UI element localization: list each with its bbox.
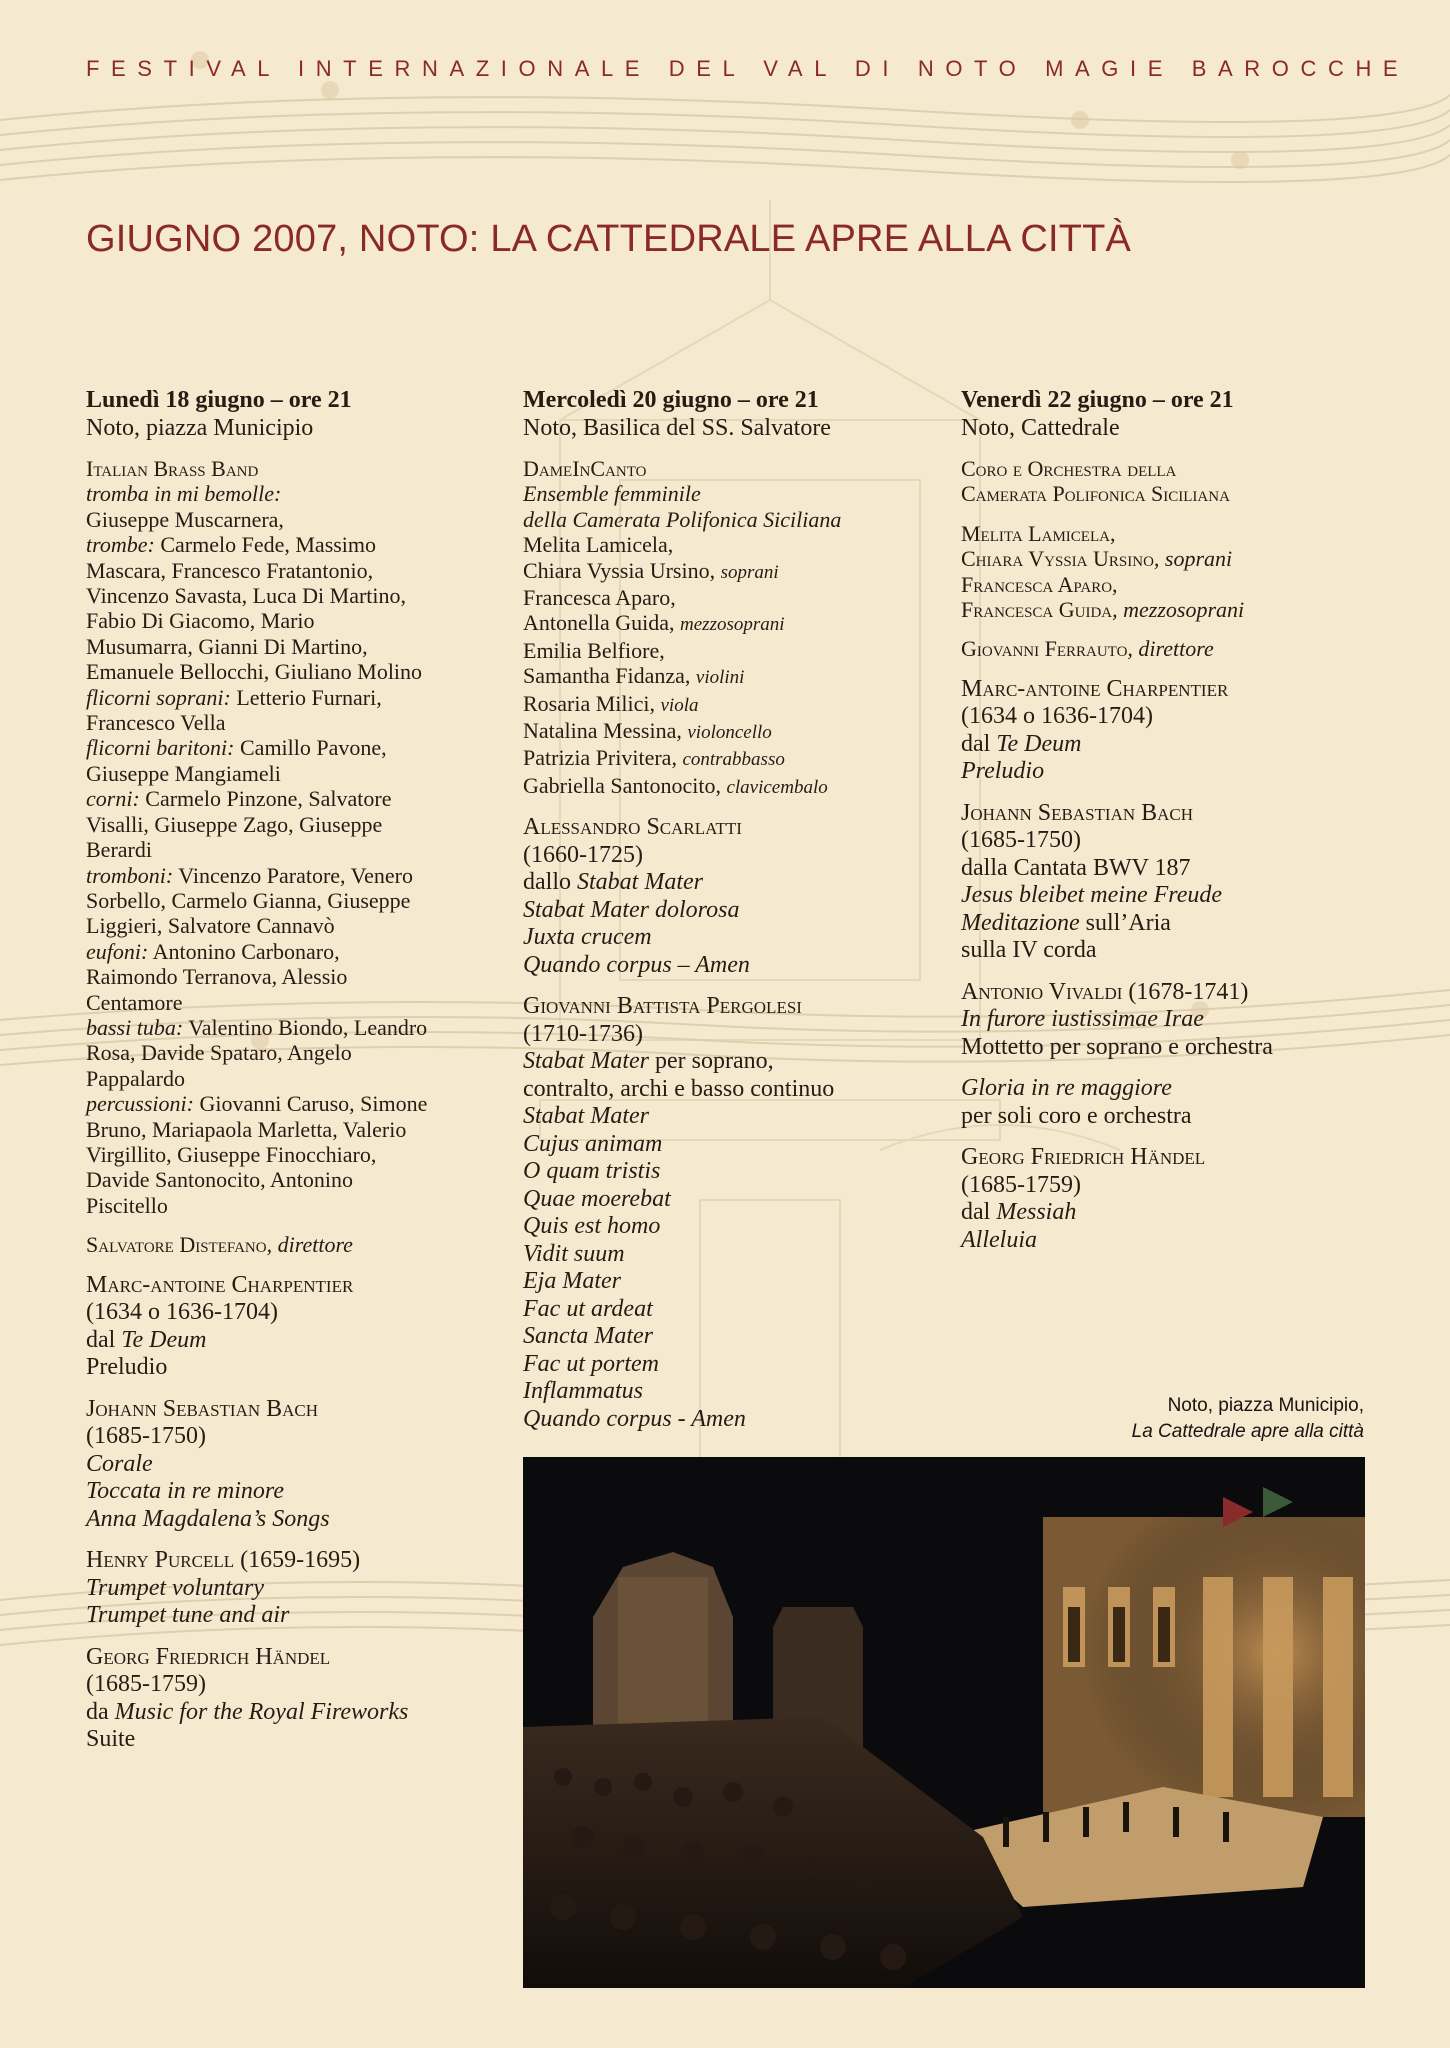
performer-names: Mascara, Francesco Fratantonio, bbox=[86, 557, 374, 583]
composer-name: Henry Purcell bbox=[86, 1547, 235, 1574]
work-text: Mottetto per soprano e orchestra bbox=[961, 1033, 1273, 1060]
roster-line bbox=[523, 610, 933, 637]
event-column-2 bbox=[523, 386, 933, 1433]
performer-names: Letterio Furnari, bbox=[230, 684, 382, 710]
work-line bbox=[523, 1268, 933, 1296]
composer-block bbox=[961, 1144, 1371, 1254]
work-line bbox=[961, 827, 1371, 855]
work-text: Trumpet tune and air bbox=[86, 1602, 290, 1629]
performer-names: Giuseppe Mangiameli bbox=[86, 760, 281, 786]
roster-line bbox=[86, 481, 496, 506]
work-line bbox=[523, 1103, 933, 1131]
roster-line bbox=[86, 685, 496, 710]
work-text: Toccata in re minore bbox=[86, 1478, 284, 1505]
performer-names: Carmelo Pinzone, Salvatore bbox=[139, 786, 392, 812]
work-line bbox=[961, 937, 1371, 965]
roster-line bbox=[86, 1167, 496, 1192]
work-text: da bbox=[86, 1698, 115, 1725]
composer-name: Marc-antoine Charpentier bbox=[86, 1271, 354, 1298]
work-text: Gloria in re maggiore bbox=[961, 1075, 1172, 1102]
work-text: Quis est homo bbox=[523, 1213, 661, 1240]
work-line bbox=[86, 1327, 496, 1355]
work-text: Stabat Mater bbox=[523, 1048, 649, 1075]
instrument-role: tromba in mi bemolle: bbox=[86, 481, 282, 507]
composer-name: Georg Friedrich Händel bbox=[86, 1643, 331, 1670]
singer-line bbox=[961, 572, 1371, 597]
roster-line bbox=[86, 1142, 496, 1167]
roster-line bbox=[86, 761, 496, 786]
work-line bbox=[523, 842, 933, 870]
performer-names: Emanuele Bellocchi, Giuliano Molino bbox=[86, 659, 423, 685]
work-text: (1685-1750) bbox=[961, 827, 1081, 854]
roster-line bbox=[523, 718, 933, 745]
event-day: Venerdì 22 giugno – ore 21 bbox=[961, 387, 1234, 413]
roster-line bbox=[86, 1040, 496, 1065]
work-text: Quando corpus – Amen bbox=[523, 951, 750, 978]
composer-heading bbox=[961, 1144, 1371, 1172]
work-text: dal bbox=[86, 1326, 122, 1353]
composer-name: Marc-antoine Charpentier bbox=[961, 675, 1229, 702]
work-text: dal bbox=[961, 730, 997, 757]
composer-heading bbox=[86, 1272, 496, 1300]
work-text: (1685-1759) bbox=[86, 1671, 206, 1698]
work-line bbox=[523, 1021, 933, 1049]
festival-header: FESTIVAL INTERNAZIONALE DEL VAL DI NOTO MAGIE BAROCCHE bbox=[86, 56, 1410, 81]
performer-names: Giuseppe Muscarnera, bbox=[86, 506, 284, 532]
ensemble-name: Italian Brass Band bbox=[86, 456, 259, 481]
work-line bbox=[523, 1296, 933, 1324]
composer-block bbox=[961, 979, 1371, 1062]
performer-roster bbox=[86, 481, 496, 1218]
work-line bbox=[86, 1575, 496, 1603]
instrument-role: contrabbasso bbox=[682, 749, 785, 771]
singer-name: Chiara Vyssia Ursino bbox=[961, 546, 1154, 572]
roster-line bbox=[86, 837, 496, 862]
work-text-tail: sull’Aria bbox=[1079, 909, 1171, 936]
performer-names: Piscitello bbox=[86, 1192, 168, 1218]
roster-line bbox=[86, 888, 496, 913]
roster-line bbox=[523, 532, 933, 557]
composer-block bbox=[86, 1396, 496, 1534]
instrument-role: clavicembalo bbox=[726, 776, 828, 798]
work-line bbox=[961, 758, 1371, 786]
work-line bbox=[86, 1478, 496, 1506]
work-line bbox=[523, 924, 933, 952]
roster-line bbox=[86, 507, 496, 532]
performer-names: Musumarra, Gianni Di Martino, bbox=[86, 633, 368, 659]
program-list bbox=[961, 676, 1371, 1255]
performer-roster bbox=[523, 532, 933, 800]
work-line bbox=[86, 1299, 496, 1327]
roster-line bbox=[523, 745, 933, 772]
conductor bbox=[86, 1232, 496, 1257]
performer-names: Sorbello, Carmelo Gianna, Giuseppe bbox=[86, 887, 411, 913]
work-title: Music for the Royal Fireworks bbox=[114, 1698, 409, 1725]
composer-name: Johann Sebastian Bach bbox=[86, 1395, 319, 1422]
performer-names: Antonino Carbonaro, bbox=[148, 938, 340, 964]
work-line bbox=[523, 1323, 933, 1351]
performer-names: Vincenzo Savasta, Luca Di Martino, bbox=[86, 583, 407, 609]
work-line bbox=[523, 1213, 933, 1241]
roster-line bbox=[86, 532, 496, 557]
singer-name: Francesca Aparo, bbox=[961, 571, 1118, 597]
composer-block bbox=[961, 1075, 1371, 1130]
roster-line bbox=[523, 638, 933, 663]
work-text: Quando corpus - Amen bbox=[523, 1405, 746, 1432]
instrument-role: mezzosoprani bbox=[680, 614, 785, 636]
event-column-3 bbox=[961, 386, 1371, 1254]
instrument-role: violoncello bbox=[687, 722, 772, 744]
singer-line bbox=[961, 597, 1371, 622]
work-line bbox=[961, 1227, 1371, 1255]
page-title: GIUGNO 2007, NOTO: LA CATTEDRALE APRE ALLA CITTÀ bbox=[86, 218, 1132, 260]
performer-names: Liggieri, Salvatore Cannavò bbox=[86, 913, 335, 939]
conductor-role: , direttore bbox=[266, 1232, 353, 1258]
work-text: (1634 o 1636-1704) bbox=[961, 703, 1153, 730]
instrument-role: violini bbox=[695, 667, 745, 689]
roster-line bbox=[523, 691, 933, 718]
performer-names: Rosa, Davide Spataro, Angelo bbox=[86, 1040, 352, 1066]
composer-name: Giovanni Battista Pergolesi bbox=[523, 993, 802, 1020]
roster-line bbox=[86, 1066, 496, 1091]
instrument-role: percussioni: bbox=[86, 1091, 194, 1117]
work-line bbox=[523, 1406, 933, 1434]
performer-names: Giovanni Caruso, Simone bbox=[193, 1091, 428, 1117]
instrument-role: flicorni baritoni: bbox=[86, 735, 235, 761]
work-text: Corale bbox=[86, 1450, 153, 1477]
voice-role: , mezzosoprani bbox=[1112, 597, 1245, 623]
ensemble-desc-line: Ensemble femminile bbox=[523, 481, 701, 507]
work-text: Cujus animam bbox=[523, 1130, 663, 1157]
voice-role: , soprani bbox=[1153, 546, 1233, 572]
concert-photo bbox=[523, 1457, 1365, 1988]
work-text: dallo bbox=[523, 869, 577, 896]
work-text: Meditazione bbox=[961, 909, 1080, 936]
performer-names: Davide Santonocito, Antonino bbox=[86, 1167, 354, 1193]
performer-name: Emilia Belfiore, bbox=[523, 637, 665, 663]
performer-names: Centamore bbox=[86, 989, 183, 1015]
roster-line bbox=[86, 939, 496, 964]
conductor-name: Salvatore Distefano bbox=[86, 1232, 267, 1258]
singer-line bbox=[961, 521, 1371, 546]
performer-name: Rosaria Milici, bbox=[523, 690, 661, 716]
event-place: Noto, piazza Municipio bbox=[86, 415, 314, 441]
caption-line-2: La Cattedrale apre alla città bbox=[1131, 1421, 1364, 1442]
event-place: Noto, Basilica del SS. Salvatore bbox=[523, 415, 831, 441]
roster-line bbox=[86, 1015, 496, 1040]
composer-name: Georg Friedrich Händel bbox=[961, 1144, 1206, 1171]
work-line bbox=[523, 1378, 933, 1406]
work-text: O quam tristis bbox=[523, 1158, 661, 1185]
work-title: Te Deum bbox=[121, 1326, 207, 1353]
composer-name: Antonio Vivaldi bbox=[961, 978, 1123, 1005]
work-line bbox=[86, 1671, 496, 1699]
composer-block bbox=[86, 1547, 496, 1630]
composer-heading bbox=[86, 1396, 496, 1424]
work-line bbox=[523, 897, 933, 925]
performer-names: Carmelo Fede, Massimo bbox=[154, 532, 377, 558]
performer-names: Francesco Vella bbox=[86, 710, 226, 736]
composer-block bbox=[86, 1272, 496, 1382]
performer-names: Virgillito, Giuseppe Finocchiaro, bbox=[86, 1141, 377, 1167]
work-text: Alleluia bbox=[961, 1226, 1037, 1253]
work-line bbox=[523, 869, 933, 897]
performer-names: Bruno, Mariapaola Marletta, Valerio bbox=[86, 1116, 407, 1142]
roster-line bbox=[86, 990, 496, 1015]
program-list bbox=[86, 1272, 496, 1754]
work-line bbox=[523, 1186, 933, 1214]
work-text: (1660-1725) bbox=[523, 841, 643, 868]
composer-heading bbox=[961, 800, 1371, 828]
work-line bbox=[86, 1423, 496, 1451]
instrument-role: tromboni: bbox=[86, 862, 174, 888]
work-line bbox=[961, 1103, 1371, 1131]
performer-name: Natalina Messina, bbox=[523, 718, 688, 744]
roster-line bbox=[86, 710, 496, 735]
work-title: Te Deum bbox=[996, 730, 1082, 757]
composer-heading bbox=[961, 676, 1371, 704]
work-text: Preludio bbox=[961, 758, 1045, 785]
roster-line bbox=[86, 863, 496, 888]
instrument-role: corni: bbox=[86, 786, 140, 812]
conductor-role: , direttore bbox=[1127, 636, 1214, 662]
performer-names: Pappalardo bbox=[86, 1065, 185, 1091]
composer-name: Alessandro Scarlatti bbox=[523, 814, 742, 841]
ensemble-line: Camerata Polifonica Siciliana bbox=[961, 481, 1230, 507]
performer-names: Camillo Pavone, bbox=[234, 735, 387, 761]
roster-line bbox=[523, 585, 933, 610]
instrument-role: soprani bbox=[720, 561, 779, 583]
singer-line bbox=[961, 546, 1371, 571]
event-column-1 bbox=[86, 386, 496, 1754]
performer-roster bbox=[961, 521, 1371, 623]
work-line bbox=[961, 855, 1371, 883]
work-line bbox=[523, 1158, 933, 1186]
work-text: dal bbox=[961, 1199, 997, 1226]
performer-names: Fabio Di Giacomo, Mario bbox=[86, 608, 315, 634]
work-line bbox=[86, 1699, 496, 1727]
work-title: Stabat Mater bbox=[577, 869, 703, 896]
performer-names: Valentino Biondo, Leandro bbox=[183, 1014, 428, 1040]
work-text: Eja Mater bbox=[523, 1268, 621, 1295]
roster-line bbox=[86, 964, 496, 989]
instrument-role: bassi tuba: bbox=[86, 1014, 184, 1040]
composer-heading bbox=[523, 993, 933, 1021]
work-text: contralto, archi e basso continuo bbox=[523, 1075, 835, 1102]
work-line bbox=[86, 1506, 496, 1534]
composer-block bbox=[86, 1644, 496, 1754]
performer-name: Francesca Aparo, bbox=[523, 585, 676, 611]
performer-name: Chiara Vyssia Ursino, bbox=[523, 557, 721, 583]
work-line bbox=[961, 731, 1371, 759]
work-text-tail: per soprano, bbox=[649, 1048, 774, 1075]
work-line bbox=[961, 1034, 1371, 1062]
caption-line-1: Noto, piazza Municipio, bbox=[1167, 1395, 1364, 1416]
work-line bbox=[961, 910, 1371, 938]
work-text: Quae moerebat bbox=[523, 1185, 671, 1212]
conductor-name: Giovanni Ferrauto bbox=[961, 636, 1128, 662]
work-title: Messiah bbox=[996, 1199, 1077, 1226]
ensemble-line: Coro e Orchestra della bbox=[961, 456, 1177, 481]
work-text: Fac ut portem bbox=[523, 1350, 659, 1377]
roster-line bbox=[86, 1091, 496, 1116]
work-text: Stabat Mater bbox=[523, 1103, 649, 1130]
roster-line bbox=[86, 583, 496, 608]
work-line bbox=[86, 1602, 496, 1630]
roster-line bbox=[523, 663, 933, 690]
roster-line bbox=[523, 773, 933, 800]
work-text: per soli coro e orchestra bbox=[961, 1102, 1192, 1129]
performer-names: Raimondo Terranova, Alessio bbox=[86, 964, 348, 990]
work-line bbox=[523, 1131, 933, 1159]
event-day: Lunedì 18 giugno – ore 21 bbox=[86, 387, 352, 413]
work-text: In furore iustissimae Irae bbox=[961, 1006, 1204, 1033]
work-line bbox=[961, 1075, 1371, 1103]
work-text: Vidit suum bbox=[523, 1240, 625, 1267]
work-line bbox=[523, 1048, 933, 1076]
roster-line bbox=[86, 812, 496, 837]
ensemble-name bbox=[961, 456, 1371, 507]
composer-heading bbox=[86, 1547, 496, 1575]
roster-line bbox=[86, 608, 496, 633]
work-text: Sancta Mater bbox=[523, 1323, 653, 1350]
program-list bbox=[523, 814, 933, 1433]
instrument-role: viola bbox=[660, 694, 699, 716]
work-line bbox=[961, 882, 1371, 910]
work-line bbox=[86, 1354, 496, 1382]
singer-name: Melita Lamicela, bbox=[961, 520, 1116, 546]
roster-line bbox=[86, 913, 496, 938]
work-line bbox=[961, 703, 1371, 731]
work-line bbox=[523, 1351, 933, 1379]
composer-name: Johann Sebastian Bach bbox=[961, 799, 1194, 826]
roster-line bbox=[86, 558, 496, 583]
instrument-role: eufoni: bbox=[86, 938, 149, 964]
roster-line bbox=[86, 735, 496, 760]
performer-name: Patrizia Privitera, bbox=[523, 745, 683, 771]
performer-names: Visalli, Giuseppe Zago, Giuseppe bbox=[86, 811, 383, 837]
photo-caption bbox=[1132, 1393, 1364, 1445]
composer-dates: (1678-1741) bbox=[1122, 978, 1249, 1005]
roster-line bbox=[86, 786, 496, 811]
event-place: Noto, Cattedrale bbox=[961, 415, 1120, 441]
performer-name: Gabriella Santonocito, bbox=[523, 772, 727, 798]
work-text: Inflammatus bbox=[523, 1378, 643, 1405]
performer-names: Berardi bbox=[86, 837, 152, 863]
work-line bbox=[961, 1006, 1371, 1034]
composer-heading bbox=[961, 979, 1371, 1007]
work-text: (1634 o 1636-1704) bbox=[86, 1299, 278, 1326]
work-line bbox=[523, 1076, 933, 1104]
work-text: Fac ut ardeat bbox=[523, 1295, 653, 1322]
work-line bbox=[961, 1199, 1371, 1227]
work-text: (1685-1750) bbox=[86, 1423, 206, 1450]
composer-block bbox=[961, 676, 1371, 786]
work-line bbox=[86, 1726, 496, 1754]
work-text: Juxta crucem bbox=[523, 924, 652, 951]
performer-name: Melita Lamicela, bbox=[523, 532, 674, 558]
work-text: (1710-1736) bbox=[523, 1020, 643, 1047]
instrument-role: trombe: bbox=[86, 532, 155, 558]
composer-block bbox=[523, 993, 933, 1433]
work-text: Jesus bleibet meine Freude bbox=[961, 882, 1223, 909]
roster-line bbox=[86, 1117, 496, 1142]
work-line bbox=[523, 952, 933, 980]
performer-name: Antonella Guida, bbox=[523, 610, 681, 636]
work-text: Suite bbox=[86, 1726, 136, 1753]
work-text: (1685-1759) bbox=[961, 1171, 1081, 1198]
composer-heading bbox=[523, 814, 933, 842]
singer-name: Francesca Guida bbox=[961, 597, 1113, 623]
composer-block bbox=[523, 814, 933, 979]
performer-names: Vincenzo Paratore, Venero bbox=[173, 862, 413, 888]
roster-line bbox=[523, 558, 933, 585]
ensemble-name: DameInCanto bbox=[523, 456, 647, 481]
work-line bbox=[961, 1172, 1371, 1200]
composer-block bbox=[961, 800, 1371, 965]
ensemble-desc-line: della Camerata Polifonica Siciliana bbox=[523, 506, 842, 532]
event-day: Mercoledì 20 giugno – ore 21 bbox=[523, 387, 819, 413]
instrument-role: flicorni soprani: bbox=[86, 684, 231, 710]
work-text: Anna Magdalena’s Songs bbox=[86, 1505, 330, 1532]
roster-line bbox=[86, 659, 496, 684]
work-text: Trumpet voluntary bbox=[86, 1574, 264, 1601]
ensemble-description bbox=[523, 481, 933, 532]
work-text: Stabat Mater dolorosa bbox=[523, 896, 740, 923]
roster-line bbox=[86, 634, 496, 659]
performer-name: Samantha Fidanza, bbox=[523, 663, 696, 689]
composer-heading bbox=[86, 1644, 496, 1672]
work-text: dalla Cantata BWV 187 bbox=[961, 854, 1191, 881]
work-line bbox=[86, 1451, 496, 1479]
composer-dates: (1659-1695) bbox=[234, 1547, 361, 1574]
work-text: Preludio bbox=[86, 1354, 168, 1381]
work-text: sulla IV corda bbox=[961, 937, 1097, 964]
conductor bbox=[961, 636, 1371, 661]
work-line bbox=[523, 1241, 933, 1269]
roster-line bbox=[86, 1193, 496, 1218]
